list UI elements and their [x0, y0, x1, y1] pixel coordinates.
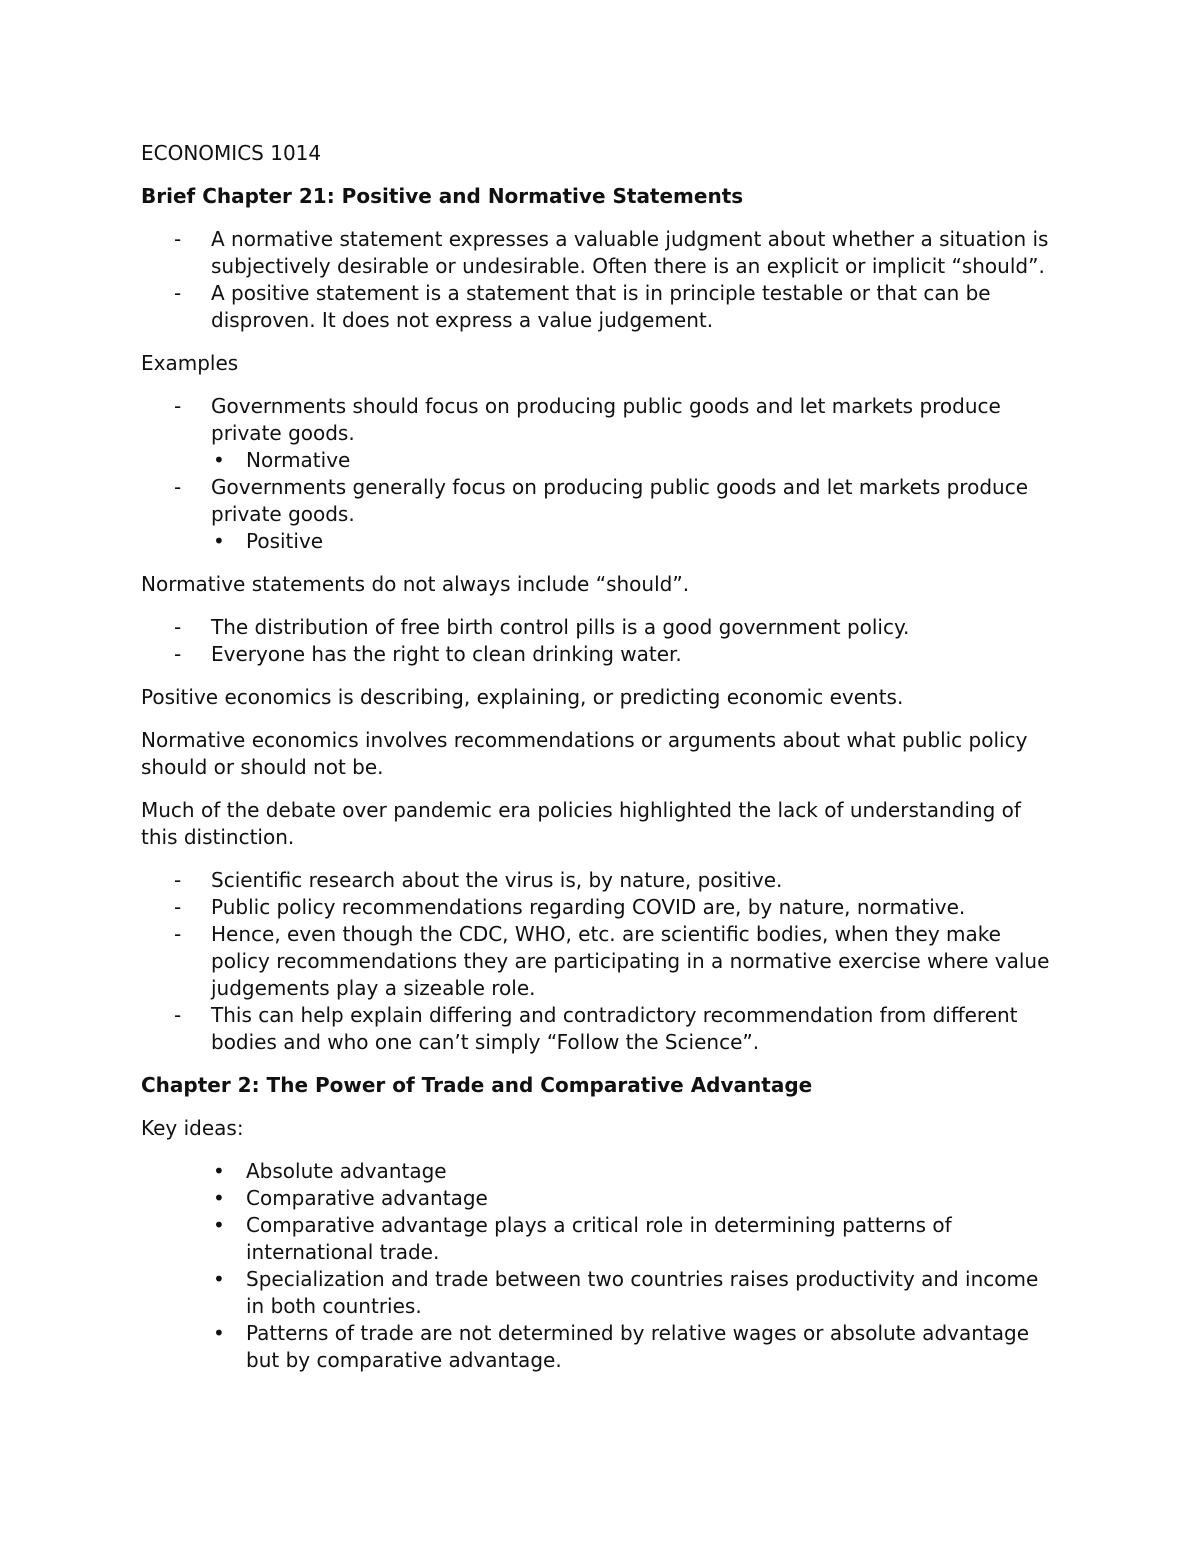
normative-example: Everyone has the right to clean drinking water. [211, 642, 682, 666]
pandemic-point: Public policy recommendations regarding COVID are, by nature, normative. [211, 895, 966, 919]
course-title: ECONOMICS 1014 [141, 141, 322, 165]
key-idea: Specialization and trade between two countries raises productivity and income in both countries. [246, 1267, 1039, 1318]
list-item [211, 1185, 1061, 1212]
dash-marker: - [174, 922, 182, 946]
dash-marker: - [174, 895, 182, 919]
example-text: Governments generally focus on producing public goods and let markets produce private goods. [211, 475, 1028, 526]
list-item [211, 1212, 1061, 1266]
list-item [141, 1002, 1061, 1056]
example-classification: Positive [246, 529, 324, 553]
key-idea: Patterns of trade are not determined by relative wages or absolute advantage but by comparative advantage. [246, 1321, 1029, 1372]
dash-marker: - [174, 642, 182, 666]
bullet-marker: • [213, 1213, 225, 1237]
list-item [141, 641, 1061, 668]
list-item [141, 614, 1061, 641]
classification-list [211, 528, 1061, 555]
key-idea: Absolute advantage [246, 1159, 447, 1183]
key-ideas-label: Key ideas: [141, 1116, 244, 1140]
normative-economics-paragraph: Normative economics involves recommendations or arguments about what public policy should or should not be. [141, 728, 1028, 779]
dash-marker: - [174, 615, 182, 639]
list-item [211, 1266, 1061, 1320]
normative-note: Normative statements do not always include “should”. [141, 572, 690, 596]
bullet-marker: • [213, 1159, 225, 1183]
dash-marker: - [174, 475, 182, 499]
list-item [141, 867, 1061, 894]
examples-list [141, 393, 1061, 555]
pandemic-points-list [141, 867, 1061, 1056]
bullet-marker: • [213, 1267, 225, 1291]
classification-list [211, 447, 1061, 474]
list-item [141, 894, 1061, 921]
list-item [141, 393, 1061, 474]
pandemic-intro-paragraph: Much of the debate over pandemic era policies highlighted the lack of understanding of this distinction. [141, 798, 1021, 849]
dash-marker: - [174, 281, 182, 305]
section-heading-chapter-2: Chapter 2: The Power of Trade and Comparative Advantage [141, 1073, 813, 1097]
pandemic-point: Scientific research about the virus is, by nature, positive. [211, 868, 783, 892]
list-item [141, 226, 1061, 280]
bullet-marker: • [213, 448, 225, 472]
example-text: Governments should focus on producing public goods and let markets produce private goods. [211, 394, 1001, 445]
section-heading-chapter-21: Brief Chapter 21: Positive and Normative Statements [141, 184, 744, 208]
key-idea: Comparative advantage plays a critical role in determining patterns of international trade. [246, 1213, 952, 1264]
examples-label: Examples [141, 351, 239, 375]
list-item [211, 528, 1061, 555]
example-classification: Normative [246, 448, 351, 472]
list-item [141, 474, 1061, 555]
key-idea: Comparative advantage [246, 1186, 488, 1210]
key-ideas-list [141, 1158, 1061, 1374]
list-item [211, 1320, 1061, 1374]
dash-marker: - [174, 227, 182, 251]
list-item [141, 280, 1061, 334]
list-item [141, 921, 1061, 1002]
dash-marker: - [174, 868, 182, 892]
definitions-list [141, 226, 1061, 334]
pandemic-point: This can help explain differing and contradictory recommendation from different bodies and who one can’t simply “Follow the Science”. [211, 1003, 1018, 1054]
normative-example: The distribution of free birth control pills is a good government policy. [211, 615, 910, 639]
bullet-marker: • [213, 529, 225, 553]
list-item [211, 1158, 1061, 1185]
normative-examples-list [141, 614, 1061, 668]
document-page [141, 140, 1061, 1374]
list-item [211, 447, 1061, 474]
pandemic-point: Hence, even though the CDC, WHO, etc. are scientific bodies, when they make policy recommendations they are participating in a normative exercise where value judgements play a sizeable role. [211, 922, 1050, 1000]
bullet-marker: • [213, 1321, 225, 1345]
bullet-marker: • [213, 1186, 225, 1210]
dash-marker: - [174, 1003, 182, 1027]
definition-positive: A positive statement is a statement that is in principle testable or that can be disproven. It does not express a value judgement. [211, 281, 991, 332]
dash-marker: - [174, 394, 182, 418]
definition-normative: A normative statement expresses a valuable judgment about whether a situation is subjectively desirable or undesirable. Often there is an explicit or implicit “should”. [211, 227, 1049, 278]
positive-economics-paragraph: Positive economics is describing, explaining, or predicting economic events. [141, 685, 904, 709]
